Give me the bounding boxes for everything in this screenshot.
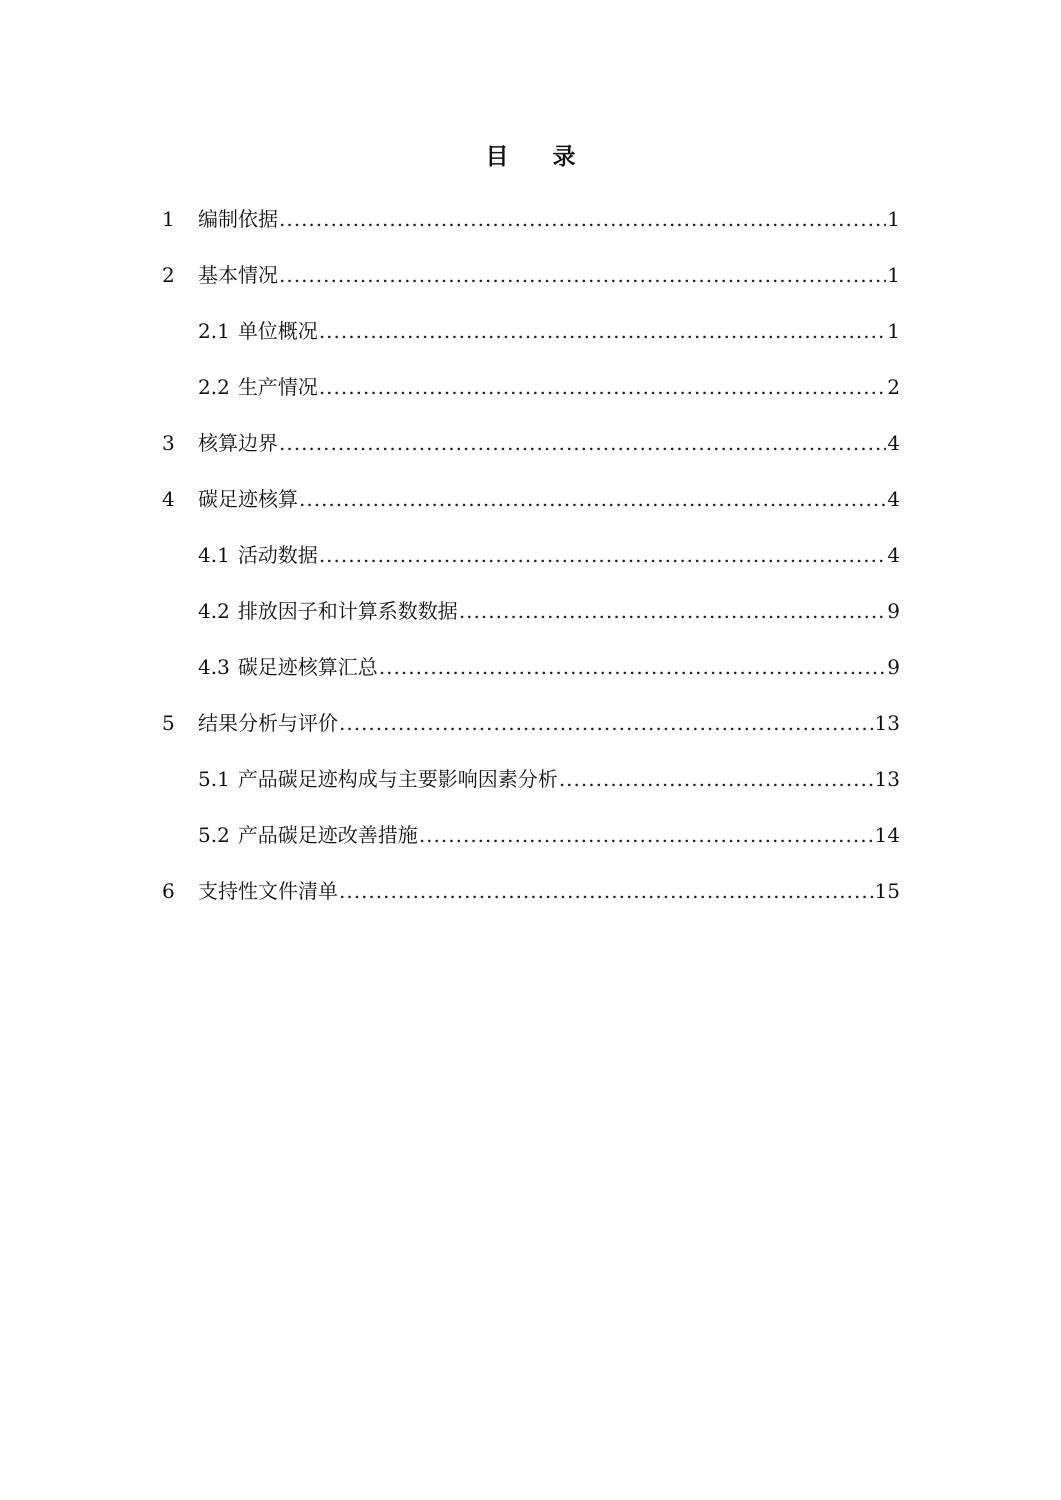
- toc-entry[interactable]: [162, 863, 900, 919]
- toc-entry-number: 5: [162, 711, 175, 735]
- toc-entry[interactable]: [162, 639, 900, 695]
- toc-entry-number: 1: [162, 207, 175, 231]
- toc-entry-number: 2.1: [198, 319, 230, 343]
- toc-entry-page: 9: [887, 655, 900, 679]
- toc-entry-label: 生产情况: [237, 375, 318, 399]
- toc-entry-number: 6: [162, 879, 175, 903]
- toc-entry-label: 结果分析与评价: [198, 711, 338, 735]
- toc-entry-page: 13: [874, 711, 900, 735]
- toc-entry[interactable]: [162, 807, 900, 863]
- toc-entry[interactable]: [162, 751, 900, 807]
- dot-leader: [459, 597, 886, 625]
- toc-entry-label: 排放因子和计算系数数据: [237, 599, 458, 623]
- toc-entry-number: 4.3: [198, 655, 230, 679]
- toc-entry-label: 活动数据: [237, 543, 318, 567]
- toc-entry-number: 4: [162, 487, 175, 511]
- toc-entry[interactable]: [162, 527, 900, 583]
- toc-entry-page: 1: [887, 207, 900, 231]
- toc-entry[interactable]: [162, 583, 900, 639]
- dot-leader: [559, 765, 874, 793]
- dot-leader: [339, 877, 874, 905]
- toc-entry-number: 2: [162, 263, 175, 287]
- dot-leader: [319, 541, 886, 569]
- toc-entry[interactable]: [162, 191, 900, 247]
- toc-entry[interactable]: [162, 695, 900, 751]
- toc-entry[interactable]: [162, 359, 900, 415]
- toc-entry-number: 4.1: [198, 543, 230, 567]
- toc-entry-number: 3: [162, 431, 175, 455]
- toc-entry-page: 1: [887, 263, 900, 287]
- toc-entry-label: 碳足迹核算汇总: [237, 655, 378, 679]
- toc-entry-page: 1: [887, 319, 900, 343]
- toc-entry-page: 4: [887, 543, 900, 567]
- toc-entry-page: 2: [887, 375, 900, 399]
- toc-entry-label: 编制依据: [198, 207, 278, 231]
- toc-entry[interactable]: [162, 303, 900, 359]
- toc-entry-page: 15: [874, 879, 900, 903]
- table-of-contents: [162, 191, 900, 919]
- toc-entry-number: 2.2: [198, 375, 230, 399]
- toc-entry[interactable]: [162, 415, 900, 471]
- toc-entry[interactable]: [162, 471, 900, 527]
- toc-entry-label: 基本情况: [198, 263, 278, 287]
- toc-entry-label: 碳足迹核算: [198, 487, 298, 511]
- toc-entry-number: 5.2: [198, 823, 230, 847]
- toc-entry-number: 4.2: [198, 599, 230, 623]
- dot-leader: [419, 821, 874, 849]
- toc-entry-page: 4: [887, 431, 900, 455]
- toc-entry-label: 核算边界: [198, 431, 278, 455]
- toc-entry-page: 13: [874, 767, 900, 791]
- dot-leader: [379, 653, 886, 681]
- dot-leader: [279, 205, 886, 233]
- dot-leader: [299, 485, 886, 513]
- toc-entry-page: 4: [887, 487, 900, 511]
- toc-entry-page: 9: [887, 599, 900, 623]
- dot-leader: [339, 709, 874, 737]
- toc-entry-page: 14: [874, 823, 900, 847]
- toc-entry-label: 单位概况: [237, 319, 318, 343]
- toc-title: 目 录: [485, 143, 594, 170]
- dot-leader: [279, 261, 886, 289]
- toc-entry-label: 支持性文件清单: [198, 879, 338, 903]
- toc-entry[interactable]: [162, 247, 900, 303]
- dot-leader: [319, 317, 886, 345]
- toc-entry-number: 5.1: [198, 767, 230, 791]
- toc-entry-label: 产品碳足迹构成与主要影响因素分析: [237, 767, 558, 791]
- dot-leader: [319, 373, 886, 401]
- dot-leader: [279, 429, 886, 457]
- toc-entry-label: 产品碳足迹改善措施: [237, 823, 418, 847]
